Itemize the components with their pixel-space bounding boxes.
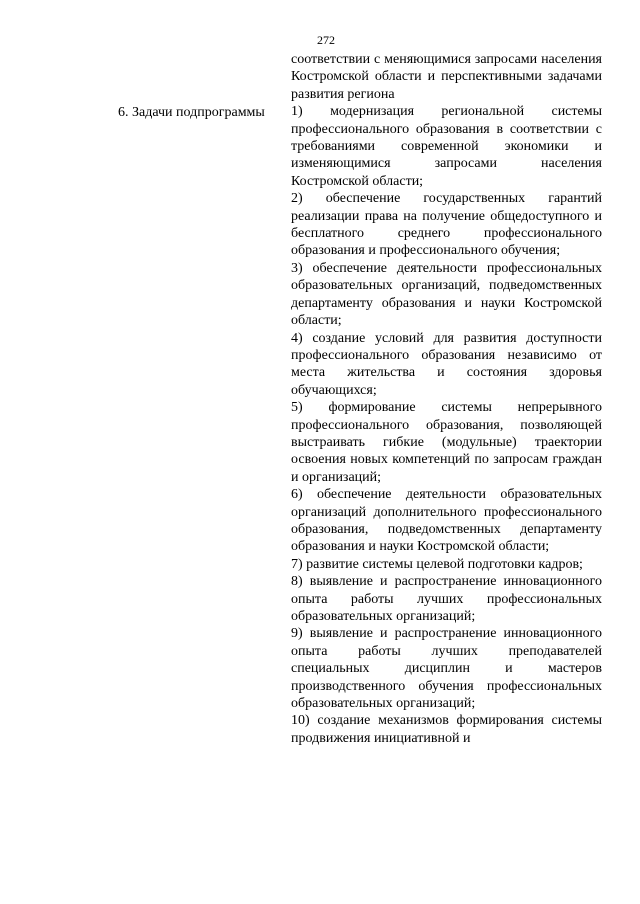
task-item-5: 5) формирование системы непрерывного профессионального образования, позволяющей выстраивать гибкие (модульные) траектории освоения новых компетенций по запросам граждан и организаций;	[291, 400, 602, 485]
continuation-text: соответствии с меняющимися запросами населения Костромской области и перспективными задачами развития региона	[291, 52, 602, 102]
task-item-3: 3) обеспечение деятельности профессиональных образовательных организаций, подведомственных департаменту образования и науки Костромской области;	[291, 260, 602, 329]
section-content	[291, 51, 602, 747]
task-item-2: 2) обеспечение государственных гарантий реализации права на получение общедоступного и бесплатного среднего профессионального образования и профессионального обучения;	[291, 191, 602, 259]
task-item-6: 6) обеспечение деятельности образовательных организаций дополнительного профессионального образования, подведомственных департаменту образования и науки Костромской области;	[291, 487, 602, 555]
page-number: 272	[317, 33, 335, 47]
section-label: 6. Задачи подпрограммы	[118, 105, 265, 120]
task-item-7: 7) развитие системы целевой подготовки кадров;	[291, 556, 583, 572]
task-item-10: 10) создание механизмов формирования системы продвижения инициативной и	[291, 713, 602, 746]
task-list	[291, 103, 602, 747]
task-item-9: 9) выявление и распространение инновационного опыта работы лучших преподавателей специальных дисциплин и мастеров производственного обучения профессиональных образовательных организаций;	[291, 626, 602, 712]
task-item-8: 8) выявление и распространение инновационного опыта работы лучших профессиональных образовательных организаций;	[291, 574, 602, 624]
task-item-4: 4) создание условий для развития доступности профессионального образования независимо от места жительства и состояния здоровья обучающихся;	[291, 330, 602, 398]
task-item-1: 1) модернизация региональной системы профессионального образования в соответствии с требованиями современной экономики и изменяющимися запросами населения Костромской области;	[291, 104, 602, 189]
